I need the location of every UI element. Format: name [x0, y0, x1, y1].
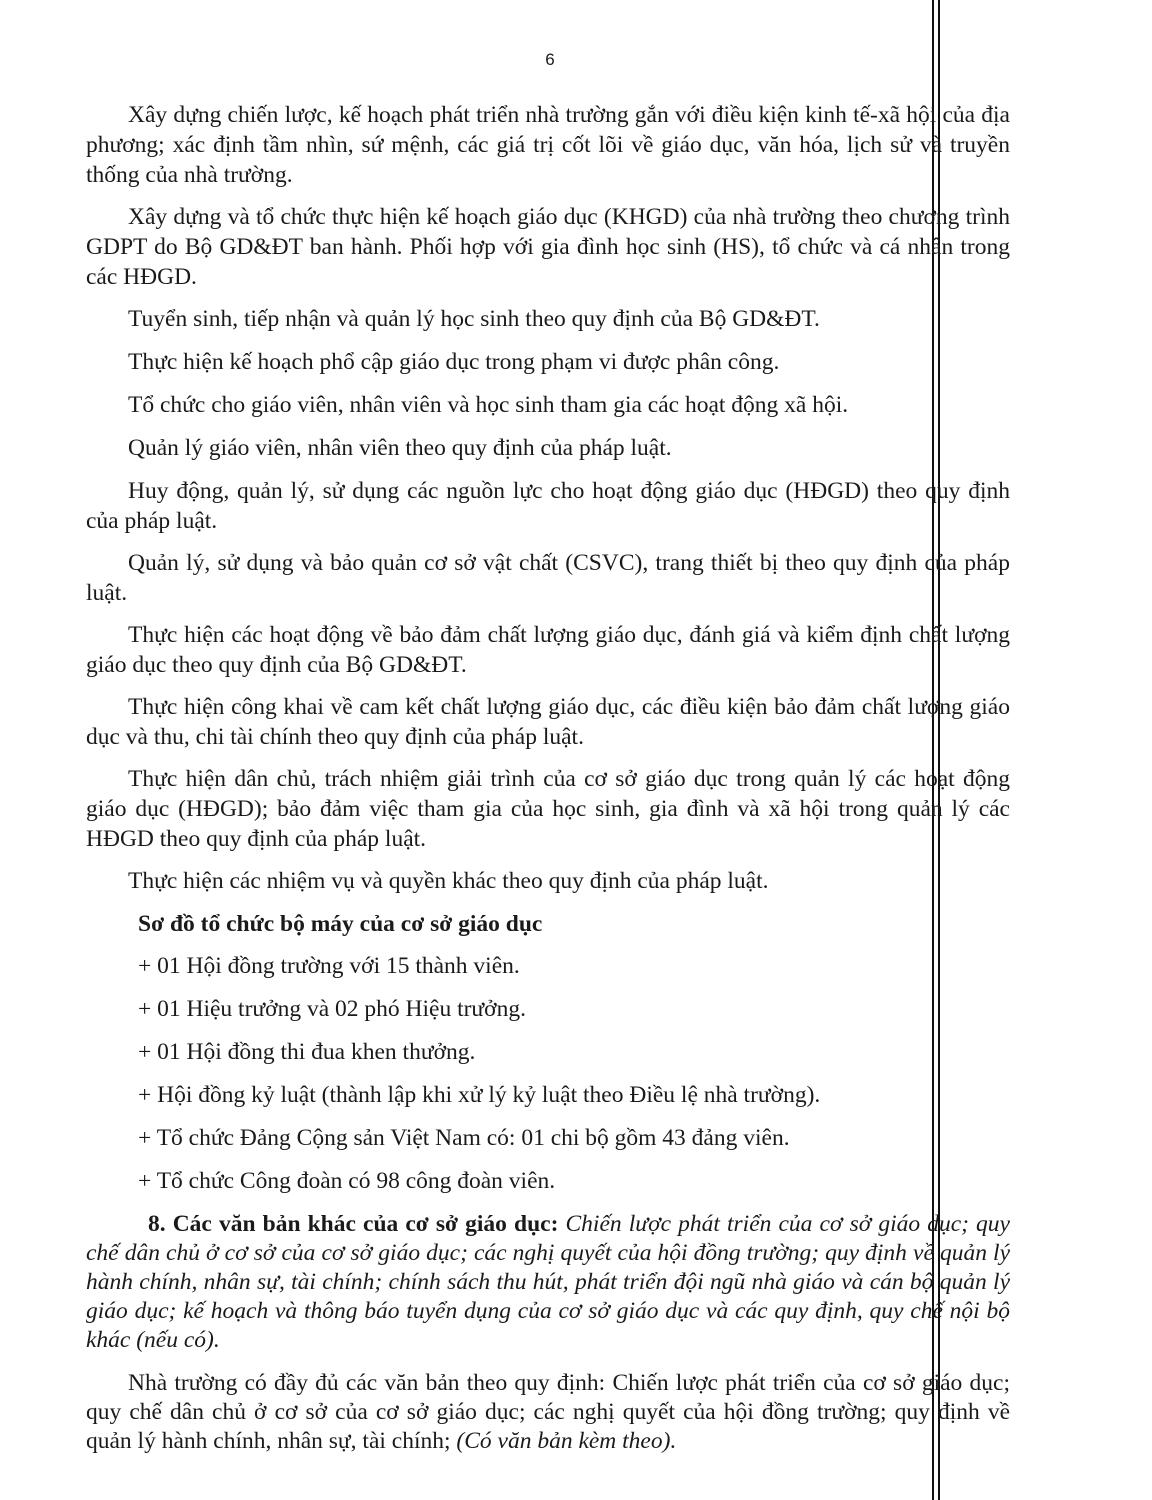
paragraph: Xây dựng và tổ chức thực hiện kế hoạch giáo dục (KHGD) của nhà trường theo chương trình GDPT do Bộ GD&ĐT ban hành. Phối hợp với gia đình học sinh (HS), tổ chức và cá nhân trong các HĐGD.	[86, 204, 1010, 290]
org-chart-item: + Tổ chức Công đoàn có 98 công đoàn viên.	[138, 1168, 556, 1194]
paragraph: Tổ chức cho giáo viên, nhân viên và học sinh tham gia các hoạt động xã hội.	[128, 392, 849, 418]
section-8-body	[86, 1369, 1010, 1456]
section-8-description: Chiến lược phát triển của cơ sở giáo dục; quy chế dân chủ ở cơ sở của cơ sở giáo dục; các nghị quyết của hội đồng trường; quy định về quản lý hành chính, nhân sự, tài chính; chính sách thu hút, phát triển đội ngũ nhà giáo và cán bộ quản lý giáo dục; kế hoạch và thông báo tuyển dụng của cơ sở giáo dục và các quy định, quy chế nội bộ khác (nếu có).	[86, 1211, 1010, 1353]
section-8-title: 8. Các văn bản khác của cơ sở giáo dục:	[148, 1211, 559, 1237]
org-chart-item: + 01 Hội đồng trường với 15 thành viên.	[138, 953, 520, 979]
org-chart-item: + 01 Hiệu trưởng và 02 phó Hiệu trưởng.	[138, 996, 526, 1022]
org-chart-item: + 01 Hội đồng thi đua khen thưởng.	[138, 1039, 476, 1065]
paragraph: Thực hiện các nhiệm vụ và quyền khác theo quy định của pháp luật.	[128, 868, 769, 894]
paragraph: Thực hiện công khai về cam kết chất lượng giáo dục, các điều kiện bảo đảm chất lượng giáo dục và thu, chi tài chính theo quy định của pháp luật.	[86, 694, 1010, 750]
paragraph: Thực hiện dân chủ, trách nhiệm giải trình của cơ sở giáo dục trong quản lý các hoạt động giáo dục (HĐGD); bảo đảm việc tham gia của học sinh, gia đình và xã hội trong quản lý các HĐGD theo quy định của pháp luật.	[86, 766, 1010, 852]
paragraph: Quản lý giáo viên, nhân viên theo quy định của pháp luật.	[128, 435, 672, 461]
org-chart-item: + Hội đồng kỷ luật (thành lập khi xử lý kỷ luật theo Điều lệ nhà trường).	[138, 1082, 821, 1108]
section-8-note: (Có văn bản kèm theo).	[456, 1428, 677, 1454]
paragraph: Thực hiện các hoạt động về bảo đảm chất lượng giáo dục, đánh giá và kiểm định chất lượng giáo dục theo quy định của Bộ GD&ĐT.	[86, 622, 1010, 678]
page-number: 6	[545, 50, 555, 69]
paragraph: Quản lý, sử dụng và bảo quản cơ sở vật chất (CSVC), trang thiết bị theo quy định của pháp luật.	[86, 550, 1010, 606]
paragraph: Huy động, quản lý, sử dụng các nguồn lực cho hoạt động giáo dục (HĐGD) theo quy định của pháp luật.	[86, 478, 1010, 534]
paragraph: Xây dựng chiến lược, kế hoạch phát triển nhà trường gắn với điều kiện kinh tế-xã hội của địa phương; xác định tầm nhìn, sứ mệnh, các giá trị cốt lõi về giáo dục, văn hóa, lịch sử và truyền thống của nhà trường.	[86, 102, 1010, 188]
org-chart-heading: Sơ đồ tổ chức bộ máy của cơ sở giáo dục	[138, 911, 543, 937]
paragraph: Thực hiện kế hoạch phổ cập giáo dục trong phạm vi được phân công.	[128, 349, 780, 375]
paragraph: Tuyển sinh, tiếp nhận và quản lý học sinh theo quy định của Bộ GD&ĐT.	[128, 306, 820, 332]
section-8	[86, 1210, 1010, 1355]
section-8-body-text: Nhà trường có đầy đủ các văn bản theo quy định: Chiến lược phát triển của cơ sở giáo dục; quy chế dân chủ ở cơ sở của cơ sở giáo dục; các nghị quyết của hội đồng trường; quy định về quản lý hành chính, nhân sự, tài chính;	[86, 1370, 1010, 1454]
document-body	[86, 100, 1010, 1456]
org-chart-item: + Tổ chức Đảng Cộng sản Việt Nam có: 01 chi bộ gồm 43 đảng viên.	[138, 1125, 790, 1151]
